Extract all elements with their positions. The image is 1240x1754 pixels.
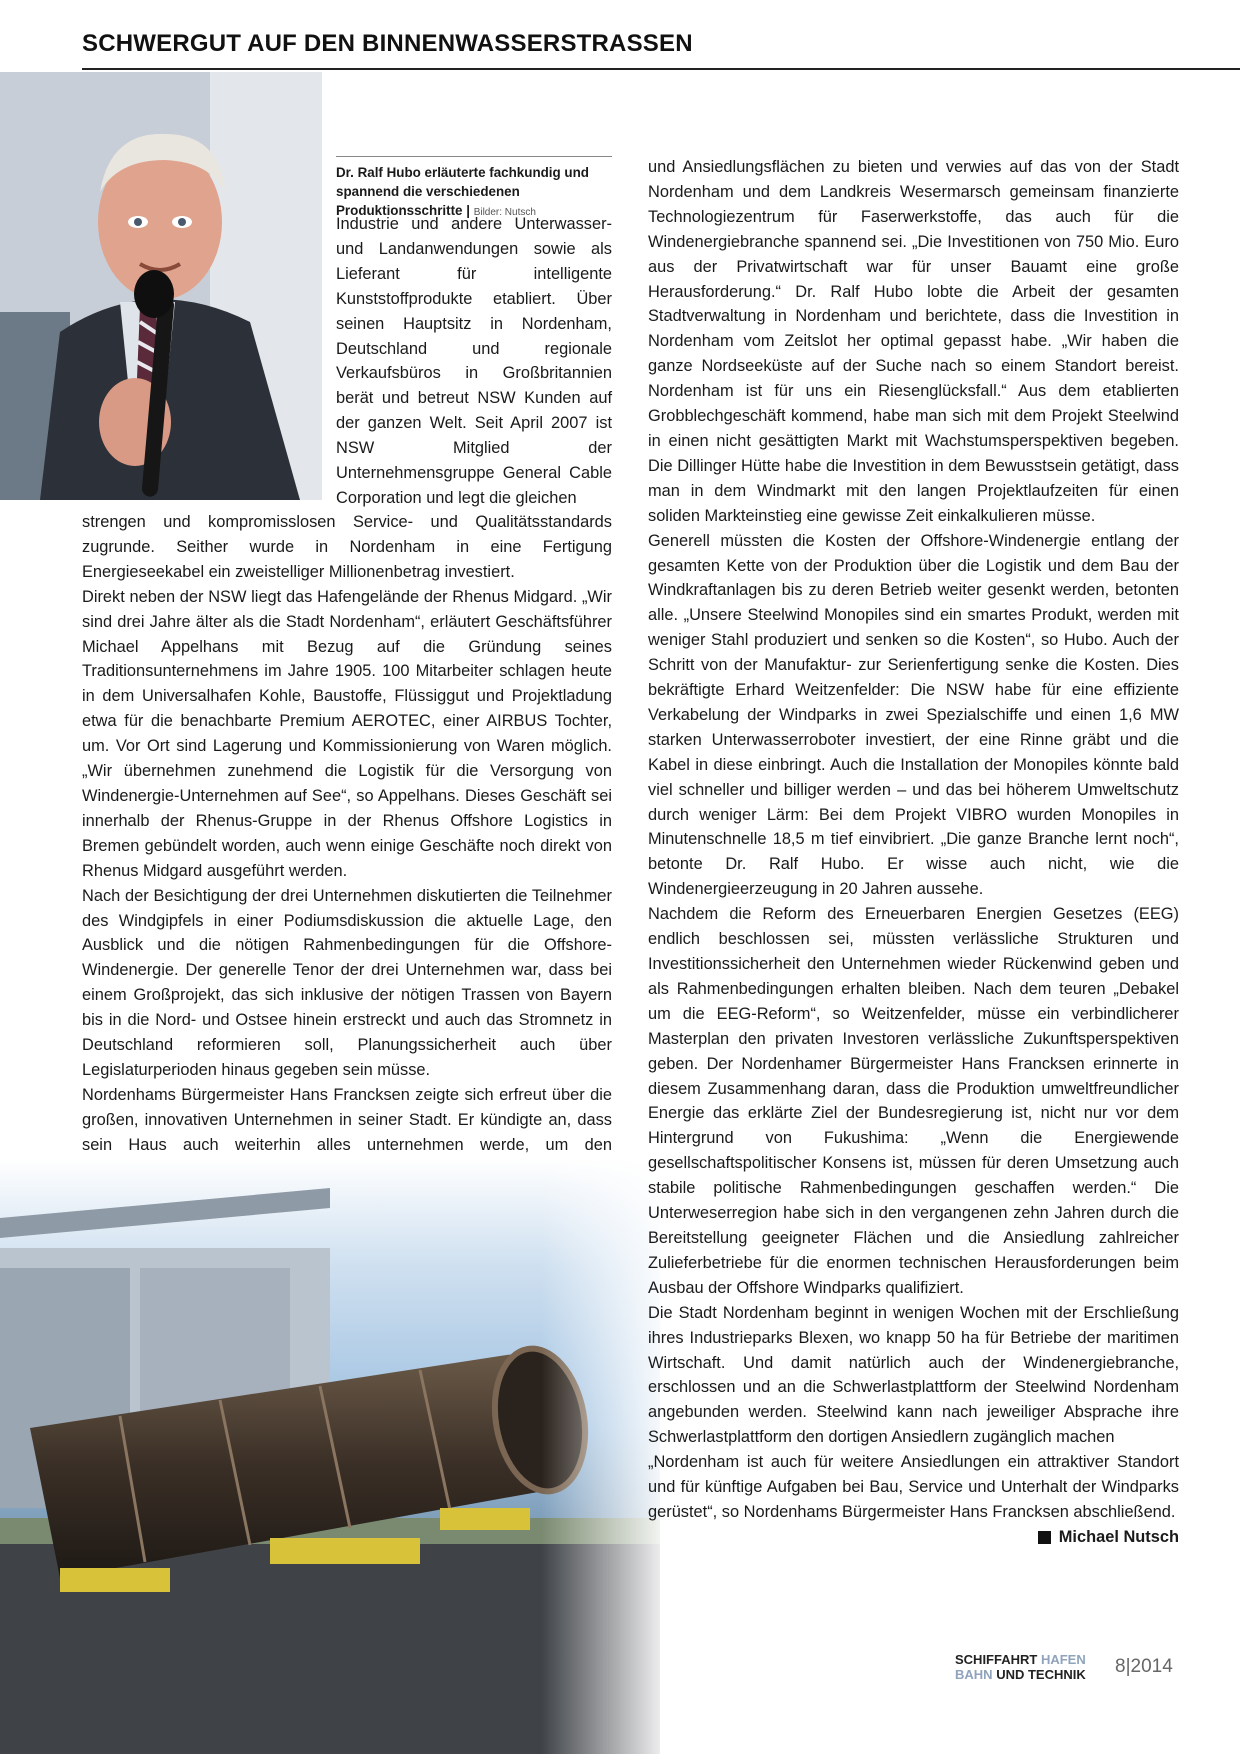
- end-mark-icon: [1038, 1531, 1051, 1544]
- article-column-left: [82, 510, 612, 1182]
- page-header: [82, 30, 1182, 72]
- monopile-illustration: [0, 1158, 660, 1754]
- photo-credit: Bilder: Nutsch: [473, 207, 536, 218]
- paragraph: strengen und kompromisslosen Service- und Qualitätsstandards zugrunde. Seither wurde in Nordenham in eine Fertigung Energieseekabel ein zweistelliger Millionenbetrag investiert.: [82, 513, 612, 581]
- author-line: [648, 1525, 1179, 1550]
- page-footer: [955, 1652, 1195, 1692]
- section-title: SCHWERGUT AUF DEN BINNENWASSERSTRASSEN: [82, 30, 693, 57]
- paragraph: Nordenhams Bürgermeister Hans Francksen zeigte sich erfreut über die großen, innovativen Unternehmen in seiner Stadt. Er kündigte an, dass sein Haus auch weiterhin alles unternehmen werde, um den: [82, 1085, 612, 1154]
- logo-bahn: BAHN: [955, 1667, 993, 1682]
- paragraph: „Nordenham ist auch für weitere Ansiedlungen ein attraktiver Standort und für künftige Aufgaben bei Bau, Service und Unterhalt der Windparks gerüstet“, so Nordenhams Bürgermeister Hans Francksen abschließend.: [648, 1453, 1179, 1521]
- paragraph: Nach der Besichtigung der drei Unternehmen diskutierten die Teilnehmer des Windgipfels in einer Podiumsdiskussion die aktuelle Lage, den Ausblick und die nötigen Rahmenbedingungen für die Offshore-Windenergie. Der generelle Tenor der drei Unternehmen war, dass bei einem Großprojekt, das sich inklusive der nötigen Trassen von Bayern bis in die Nord- und Ostsee hinein erstreckt und auch das Stromnetz in Deutschland reformieren soll, Planungssicherheit auch über Legislaturperioden hinaus gegeben sein müsse.: [82, 886, 612, 1079]
- author-name: Michael Nutsch: [1058, 1527, 1179, 1546]
- paragraph: Industrie und andere Unterwasser- und Landanwendungen sowie als Lieferant für intelligente Kunststoffprodukte etabliert. Über seinen Hauptsitz in Nordenham, Deutschland und regionale Verkaufsbüros in Großbritannien berät und betreut NSW Kunden auf der ganzen Welt. Seit April 2007 ist NSW Mitglied der Unternehmensgruppe General Cable Corporation und legt die gleichen: [336, 215, 612, 507]
- caption-text: Dr. Ralf Hubo erläuterte fachkundig und spannend die verschiedenen Produktionsschritte |: [336, 165, 589, 218]
- logo-hafen: HAFEN: [1040, 1652, 1086, 1667]
- paragraph: Nachdem die Reform des Erneuerbaren Energien Gesetzes (EEG) endlich beschlossen sei, müssten verlässliche Strukturen und Investitionssicherheit den Unternehmen wieder Rückenwind geben und als Rahmenbedingungen erhalten bleiben. Nach dem teuren „Debakel um die EEG-Reform“, so Weitzenfelder, müsse ein verbindlicherer Masterplan den privaten Investoren verlässliche Zukunftsperspektiven geben. Der Nordenhamer Bürgermeister Hans Francksen erinnerte in diesem Zusammenhang daran, dass die Produktion umweltfreundlicher Energie das erklärte Ziel der Bundesregierung ist, nicht nur vor dem Hintergrund von Fukushima: „Wenn die Energiewende gesellschaftspolitischer Konsens ist, müssen für deren Umsetzung auch stabile politische Rahmenbedingungen geschaffen werden.“ Die Unterweserregion habe sich in den vergangenen zehn Jahren durch die Bereitstellung geeigneter Flächen und die Ansiedlung zahlreicher Zulieferbetriebe für die enormen technischen Herausforderungen beim Ausbau der Offshore Windparks qualifiziert.: [648, 905, 1179, 1297]
- paragraph: Die Stadt Nordenham beginnt in wenigen Wochen mit der Erschließung ihres Industrieparks Blexen, wo knapp 50 ha für Betriebe der maritimen Wirtschaft. Und damit natürlich auch der Windenergiebranche, erschlossen und an die Schwerlastplattform der Steelwind Nordenham angebunden werden. Steelwind kann nach jeweiliger Absprache ihre Schwerlastplattform den dortigen Ansiedlern zugänglich machen: [648, 1303, 1179, 1447]
- paragraph: Direkt neben der NSW liegt das Hafengelände der Rhenus Midgard. „Wir sind drei Jahre älter als die Stadt Nordenham“, erläutert Geschäftsführer Michael Appelhans mit Bezug auf die Gründung seines Traditionsunternehmens im Jahre 1905. 100 Mitarbeiter schlagen heute in dem Universalhafen Kohle, Baustoffe, Flüssiggut und Projektladung etwa für die benachbarte Premium AEROTEC, einer AIRBUS Tochter, um. Vor Ort sind Lagerung und Kommissionierung von Waren möglich. „Wir übernehmen zunehmend die Logistik für die Versorgung von Windenergie-Unternehmen auf See“, so Appelhans. Dieses Geschäft sei innerhalb der Rhenus-Gruppe in der Rhenus Offshore Logistics in Bremen gebündelt worden, auch wenn einige Geschäfte noch direkt von Rhenus Midgard ausgeführt werden.: [82, 587, 612, 880]
- article-column-right: [648, 155, 1179, 1550]
- speaker-illustration: [0, 72, 322, 500]
- article-column-left-top: [336, 212, 612, 511]
- issue-number: 8|2014: [1115, 1656, 1173, 1677]
- speaker-photo: [0, 72, 322, 500]
- paragraph: und Ansiedlungsflächen zu bieten und verwies auf das von der Stadt Nordenham und dem Landkreis Wesermarsch gemeinsam finanzierte Technologiezentrum für Faserwerkstoffe, das auch für die Windenergiebranche spannend sei. „Die Investitionen von 750 Mio. Euro aus der Privatwirtschaft war für unser Bauamt eine große Herausforderung.“ Dr. Ralf Hubo lobte die Arbeit der gesamten Stadtverwaltung in Nordenham und berichtete, dass die Investition in Nordenham vom Zeitslot her optimal gepasst habe. „Wir haben die ganze Nordseeküste auf der Suche nach so einem Standort bereist. Nordenham ist für uns ein Riesenglücksfall.“ Aus dem etablierten Grobblechgeschäft kommend, habe man sich mit dem Projekt Steelwind in einen nicht gesättigten Markt mit Wachstumsperspektiven begeben. Die Dillinger Hütte habe die Investition in dem Bewusstsein getätigt, dass man in dem Windmarkt mit den langen Projektlaufzeiten für einen soliden Markteinstieg eine gewisse Zeit einkalkulieren müsse.: [648, 158, 1179, 525]
- logo-schiffahrt: SCHIFFAHRT: [955, 1652, 1038, 1667]
- magazine-logo: [955, 1652, 1086, 1682]
- paragraph: Generell müssten die Kosten der Offshore-Windenergie entlang der gesamten Kette von der Produktion über die Logistik und dem Bau der Windkraftanlagen bis zu deren Betrieb weiter gesenkt werden, betonten alle. „Unsere Steelwind Monopiles sind ein smartes Produkt, werden mit weniger Stahl produziert und senken so die Kosten“, so Hubo. Auch der Schritt von der Manufaktur- zur Serienfertigung senke die Kosten. Dies bekräftigte Erhard Weitzenfelder: Die NSW habe für eine effiziente Verkabelung der Windparks in zwei Spezialschiffe und einen 1,6 MW starken Unterwasserroboter investiert, der eine Rinne gräbt und die Kabel in diese einbringt. Auch die Installation der Monopiles könnte bald viel schneller und billiger werden – und das bei höherem Umweltschutz durch weniger Lärm: Bei dem Projekt VIBRO wurden Monopiles in Minutenschnelle 18,5 m tief einvibriert. „Die ganze Branche lernt noch“, betonte Dr. Ralf Hubo. Er wisse auch nicht, wie die Windenergieerzeugung in 20 Jahren aussehe.: [648, 531, 1179, 899]
- logo-technik: UND TECHNIK: [996, 1667, 1086, 1682]
- monopile-photo: [0, 1158, 660, 1754]
- header-rule: [82, 68, 1240, 70]
